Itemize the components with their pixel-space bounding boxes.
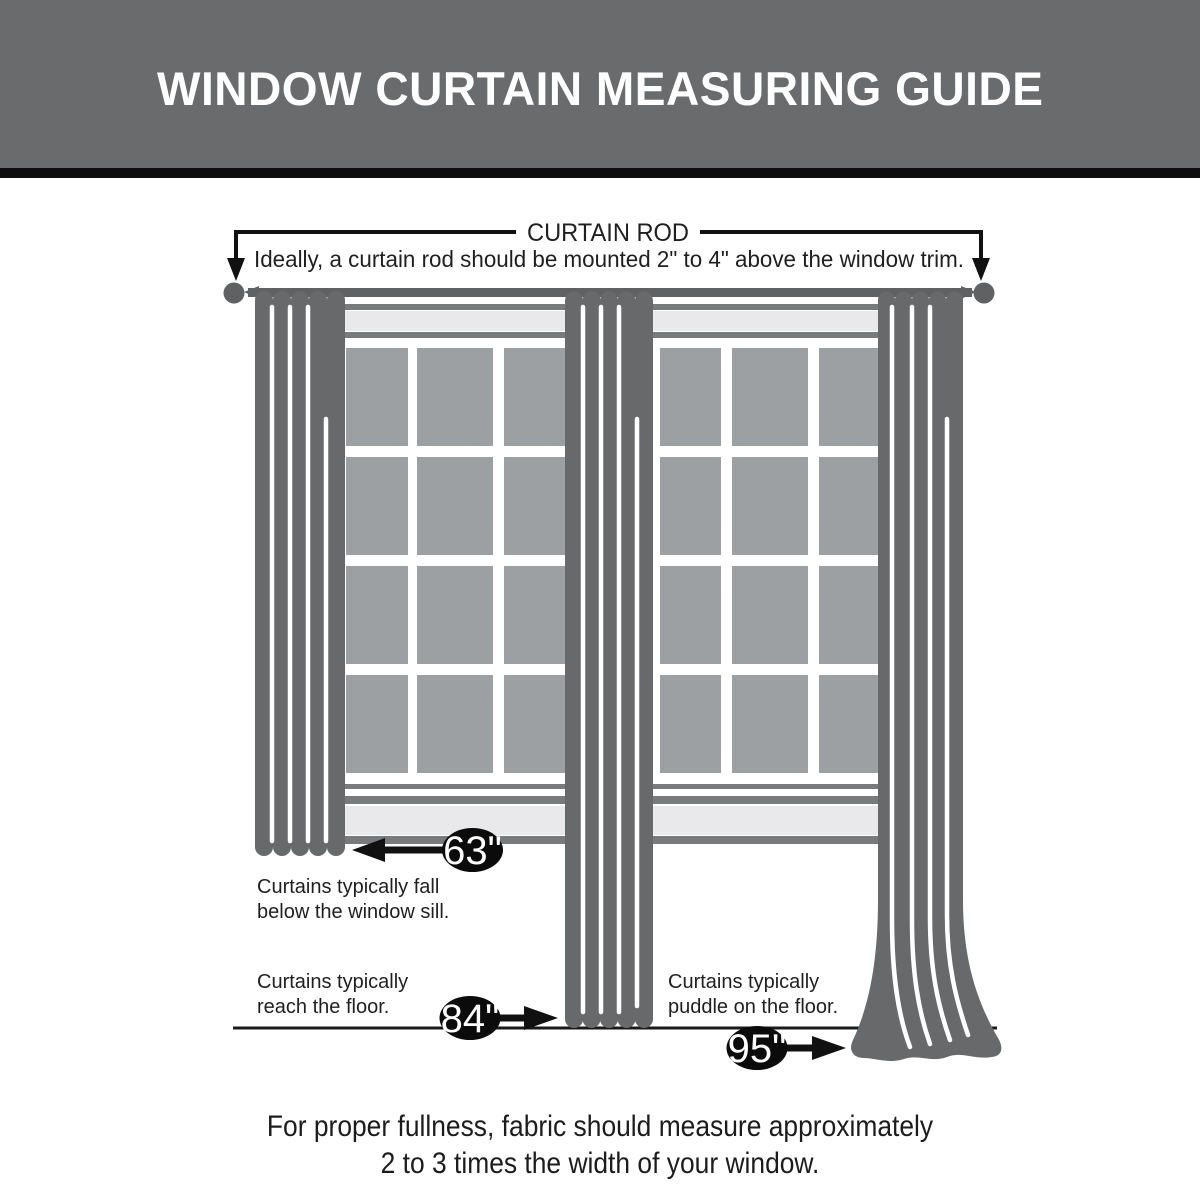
label-puddle-floor-line2: puddle on the floor.	[668, 996, 839, 1018]
window-pane	[417, 348, 493, 446]
window-pane	[504, 566, 565, 664]
curtain-left-63	[255, 291, 345, 856]
label-below-sill-line1: Curtains typically fall	[257, 876, 440, 898]
window-pane	[732, 348, 808, 446]
scallop	[565, 1010, 583, 1028]
rod-finial-left	[224, 283, 245, 304]
window-pane	[732, 675, 808, 773]
window-pane	[660, 675, 721, 773]
window-pane	[660, 457, 721, 555]
measurement-value-95: 95"	[727, 1027, 787, 1071]
measurement-value-63: 63"	[443, 829, 502, 873]
window-pane	[819, 566, 880, 664]
window-pane	[819, 457, 880, 555]
window-pane	[346, 457, 408, 555]
measurement-95	[668, 971, 846, 1071]
curtain-rod-label: CURTAIN ROD	[527, 219, 689, 247]
scallop	[635, 1010, 653, 1028]
scallop	[583, 1010, 601, 1028]
window-pane	[504, 457, 565, 555]
down-arrow-icon	[972, 258, 990, 281]
right-arrow-icon	[812, 1036, 846, 1060]
window-pane	[732, 566, 808, 664]
window-pane	[346, 348, 408, 446]
label-reach-floor-line2: reach the floor.	[257, 996, 390, 1018]
window-pane	[346, 566, 408, 664]
curtain-body	[565, 300, 653, 1019]
window-pane	[417, 566, 493, 664]
footer-note-line1: For proper fullness, fabric should measure approximately	[266, 1110, 934, 1143]
label-reach-floor-line1: Curtains typically	[257, 971, 409, 993]
down-arrow-icon	[227, 258, 245, 281]
window-pane	[504, 675, 565, 773]
curtain-middle-84	[565, 291, 653, 1028]
label-puddle-floor-line1: Curtains typically	[668, 971, 820, 993]
window-pane	[819, 675, 880, 773]
page-title: WINDOW CURTAIN MEASURING GUIDE	[156, 61, 1044, 115]
window-pane	[819, 348, 880, 446]
curtain-body	[255, 300, 345, 847]
window-pane	[417, 457, 493, 555]
window-pane	[660, 348, 721, 446]
measurement-value-84: 84"	[440, 997, 500, 1041]
scallop	[327, 838, 345, 856]
rod-finial-right	[974, 283, 995, 304]
right-arrow-icon	[524, 1006, 558, 1030]
curtain-rod-note: Ideally, a curtain rod should be mounted 2" to 4" above the window trim.	[254, 246, 964, 272]
window-pane	[504, 348, 565, 446]
window-pane	[346, 675, 408, 773]
curtain-rod-callout	[227, 219, 990, 281]
window-pane	[417, 675, 493, 773]
window-pane	[660, 566, 721, 664]
window-pane	[732, 457, 808, 555]
measurement-84	[257, 971, 558, 1041]
footer-note	[72, 1108, 1128, 1182]
footer-note-line2: 2 to 3 times the width of your window.	[380, 1147, 820, 1180]
label-below-sill-line2: below the window sill.	[257, 901, 450, 923]
